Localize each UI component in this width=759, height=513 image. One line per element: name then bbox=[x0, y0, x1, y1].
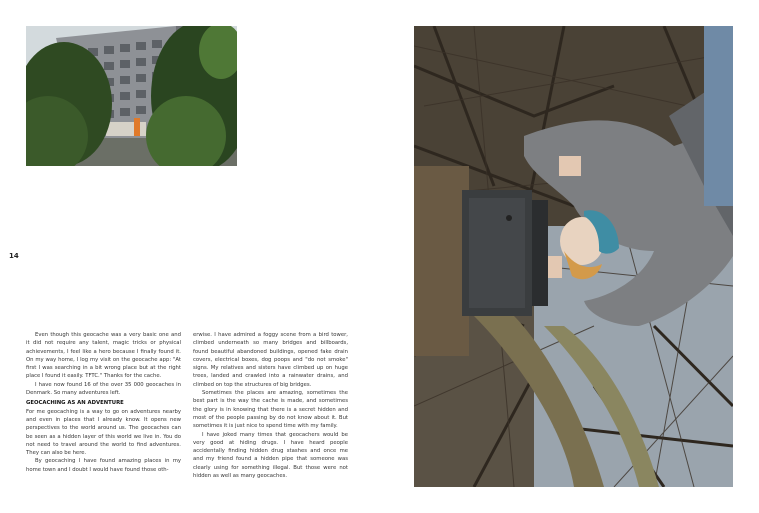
page-number: 14 bbox=[9, 252, 19, 260]
article-column-left bbox=[26, 331, 181, 474]
paragraph: erwise. I have admired a foggy scene from a bird tower, climbed underneath so many bridges and billboards, found beautiful abandoned buildings, opened fake drain covers, electrical boxes, dog poops and "do not smoke" signs. My relatives and sisters have climbed up on huge trees, landed and crawled into a rainwater drains, and climbed on top the structures of big bridges. bbox=[193, 332, 348, 388]
paragraph: For me geocaching is a way to go on adventures nearby and even in places that I already know. It opens new perspectives to the world around us. The geocaches can be seen as a hidden layer of this world we live in. You do not need to travel around the world to find adventures. They can also be here. bbox=[26, 408, 181, 457]
section-heading: GEOCACHING AS AN ADVENTURE bbox=[26, 400, 124, 407]
photo-person-geocache-tree bbox=[414, 26, 733, 487]
paragraph: By geocaching I have found amazing places in my home town and I doubt I would have found those oth- bbox=[26, 458, 181, 473]
photo-building-shrubs bbox=[26, 26, 237, 166]
article-column-right bbox=[193, 331, 348, 480]
paragraph: Even though this geocache was a very basic one and it did not require any talent, magic tricks or physical achievements, I feel like a hero because I finally found it. On my way home, I log my visit on the geocache app: "At first I was searching in a bit wrong place but at the right place I found it easily. TFTC." Thanks for the cache. bbox=[26, 332, 181, 380]
paragraph: I have joked many times that geocachers would be very good at hiding drugs. I have heard people accidentally finding hidden drug stashes and once me and my friend found a hidden pipe that someone was clearly using for something illegal. But those were not hidden as well as many geocaches. bbox=[193, 431, 348, 480]
paragraph: I have now found 16 of the over 35 000 geocaches in Denmark. So many adventures left. bbox=[26, 381, 181, 397]
paragraph: Sometimes the places are amazing, sometimes the best part is the way the cache is made, and sometimes the glory is in knowing that there is a secret hidden and most of the people passing by do not know about it. But sometimes it is just nice to spend time with my family. bbox=[193, 390, 348, 430]
